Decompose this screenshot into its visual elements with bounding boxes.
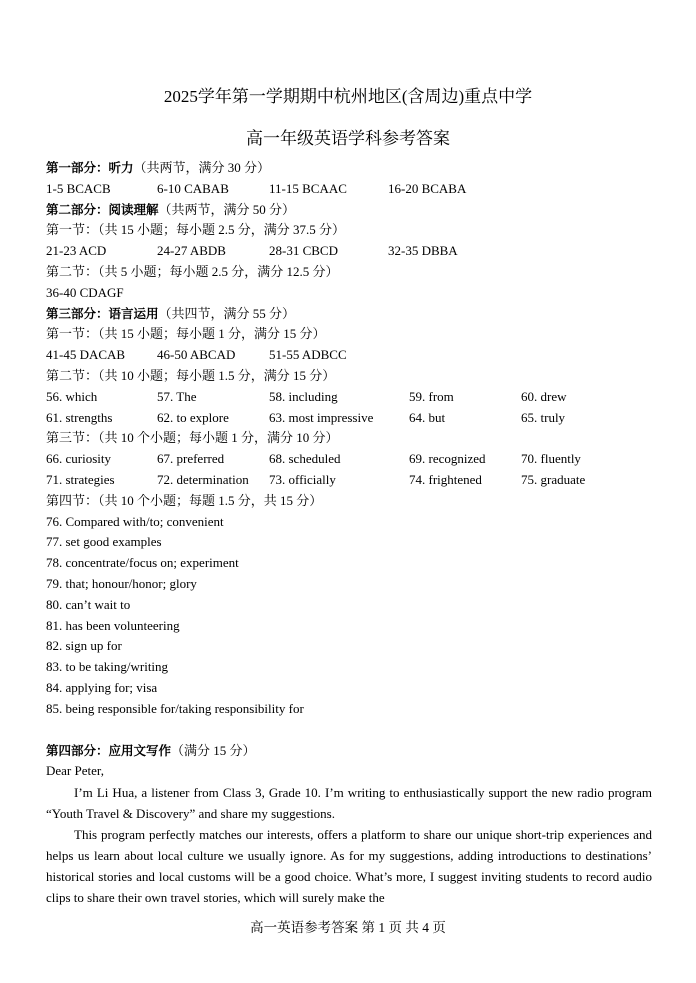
answer-cell: 64. but	[409, 409, 446, 425]
part3-sec4-title: 第四节：（共 10 个小题；每题 1.5 分，共 15 分）	[46, 492, 323, 508]
spacer	[46, 720, 652, 741]
answer-cell: 71. strategies	[46, 471, 115, 487]
document-subtitle: 高一年级英语学科参考答案	[246, 129, 450, 148]
page-footer: 高一英语参考答案 第 1 页 共 4 页	[250, 920, 446, 935]
list-item: 81. has been volunteering	[46, 617, 180, 633]
part3-sec2-row-1	[46, 387, 652, 408]
part4-heading: 第四部分：应用文写作	[46, 742, 172, 758]
answer-cell: 51-55 ADBCC	[269, 347, 347, 363]
part2-sec2-answers-row	[46, 283, 652, 304]
answer-cell: 46-50 ABCAD	[157, 347, 236, 363]
part3-sec3-title: 第三节：（共 10 个小题；每小题 1 分，满分 10 分）	[46, 430, 339, 446]
part3-sec1-answers-row	[46, 345, 652, 366]
answer-cell: 74. frightened	[409, 471, 482, 487]
part2-heading: 第二部分：阅读理解	[46, 201, 159, 217]
answer-cell: 24-27 ABDB	[157, 243, 226, 259]
answer-cell: 67. preferred	[157, 451, 225, 467]
answer-cell: 70. fluently	[521, 451, 581, 467]
answer-cell: 65. truly	[521, 409, 566, 425]
answer-cell: 62. to explore	[157, 409, 229, 425]
part3-note: （共四节，满分 55 分）	[158, 305, 296, 321]
part4-header	[46, 741, 652, 762]
answer-cell: 32-35 DBBA	[388, 243, 458, 259]
answer-cell: 72. determination	[157, 471, 249, 487]
answer-cell: 21-23 ACD	[46, 243, 107, 259]
answer-cell: 59. from	[409, 388, 454, 404]
answer-cell: 11-15 BCAAC	[269, 180, 347, 196]
letter-salutation: Dear Peter,	[46, 763, 104, 779]
answer-cell: 16-20 BCABA	[388, 180, 467, 196]
answer-cell: 28-31 CBCD	[269, 243, 338, 259]
part2-sec1-title: 第一节：（共 15 小题；每小题 2.5 分，满分 37.5 分）	[46, 222, 346, 238]
answer-cell: 69. recognized	[409, 451, 486, 467]
part1-note: （共两节，满分 30 分）	[133, 160, 271, 175]
part3-sec1-title: 第一节：（共 15 小题；每小题 1 分，满分 15 分）	[46, 326, 326, 342]
part3-sec3-row-2	[46, 470, 652, 491]
answer-cell: 58. including	[269, 388, 338, 404]
list-item: 85. being responsible for/taking responsibility for	[46, 700, 304, 716]
letter-paragraph-1: I’m Li Hua, a listener from Class 3, Grade 10. I’m writing to enthusiastically support the new radio program “Youth Travel & Discovery” and share my suggestions.	[46, 785, 652, 822]
part2-sec1-answers-row	[46, 241, 652, 262]
answer-cell: 60. drew	[521, 388, 567, 404]
list-item: 78. concentrate/focus on; experiment	[46, 555, 239, 571]
answer-cell: 61. strengths	[46, 409, 113, 425]
part1-header	[46, 158, 652, 179]
answer-cell: 1-5 BCACB	[46, 180, 111, 196]
answer-cell: 68. scheduled	[269, 451, 341, 467]
answer-cell: 57. The	[157, 388, 197, 404]
answer-cell: 6-10 CABAB	[157, 180, 229, 196]
part3-sec2-row-2	[46, 408, 652, 429]
list-item: 82. sign up for	[46, 638, 122, 654]
list-item: 77. set good examples	[46, 534, 162, 550]
part3-sec2-title: 第二节：（共 10 小题；每小题 1.5 分，满分 15 分）	[46, 367, 336, 383]
answer-cell: 36-40 CDAGF	[46, 284, 124, 300]
part2-sec2-title: 第二节：（共 5 小题；每小题 2.5 分，满分 12.5 分）	[46, 263, 339, 279]
part3-sec3-row-1	[46, 449, 652, 470]
answer-cell: 75. graduate	[521, 471, 586, 487]
list-item: 83. to be taking/writing	[46, 659, 169, 675]
list-item: 80. can’t wait to	[46, 596, 131, 612]
part4-note: （满分 15 分）	[171, 742, 256, 758]
document-title: 2025学年第一学期期中杭州地区(含周边)重点中学	[163, 87, 533, 106]
part3-header	[46, 304, 652, 325]
part1-answers-row	[46, 179, 652, 200]
answer-cell: 41-45 DACAB	[46, 347, 126, 363]
answer-cell: 56. which	[46, 388, 98, 404]
list-item: 84. applying for; visa	[46, 679, 158, 695]
answer-content	[46, 158, 652, 908]
answer-cell: 63. most impressive	[269, 409, 374, 425]
answer-cell: 73. officially	[269, 471, 336, 487]
part2-note: （共两节，满分 50 分）	[158, 201, 296, 217]
list-item: 79. that; honour/honor; glory	[46, 575, 197, 591]
answer-cell: 66. curiosity	[46, 451, 111, 467]
part1-heading: 第一部分：听力	[46, 160, 134, 175]
list-item: 76. Compared with/to; convenient	[46, 513, 224, 529]
part2-header	[46, 200, 652, 221]
part3-heading: 第三部分：语言运用	[46, 305, 159, 321]
letter-paragraph-2: This program perfectly matches our interests, offers a platform to share our unique short-trip experiences and helps us learn about local culture we usually ignore. As for my suggestions, adding introductions to destinations’ historical stories and local customs will be a good choice. What’s more, I suggest inviting students to record audio clips to share their own travel stories, which will surely make the	[46, 827, 652, 906]
